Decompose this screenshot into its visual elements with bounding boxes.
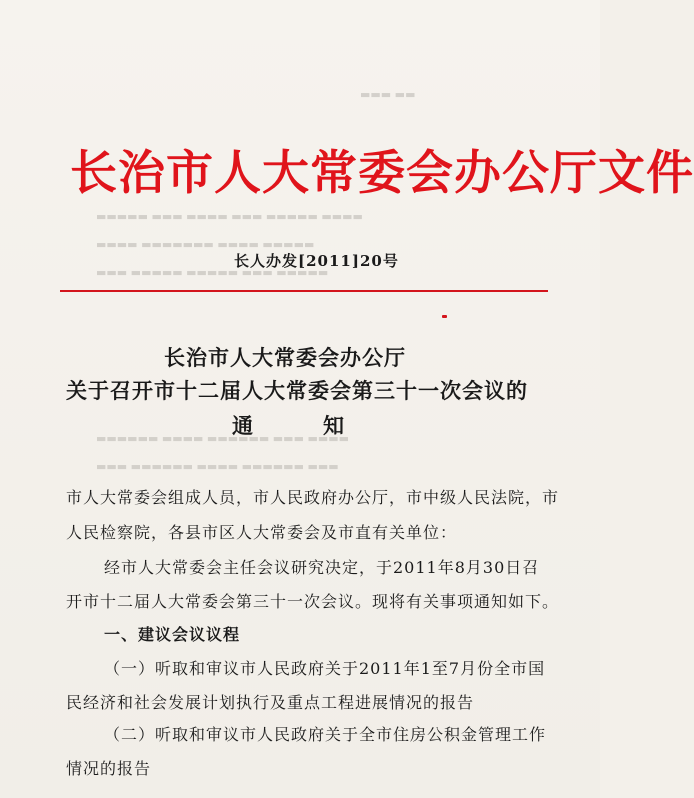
paragraph-1-line-1: 经市人大常委会主任会议研究决定，于2011年8月30日召 <box>104 558 540 577</box>
section-1-heading: 一、建议会议议程 <box>104 625 241 644</box>
notice-title-line-3: 通知 <box>232 413 414 438</box>
document-header-title: 长治市人大常委会办公厅文件 <box>70 146 694 201</box>
agenda-item-2-line-1: （二）听取和审议市人民政府关于全市住房公积金管理工作 <box>104 725 547 744</box>
red-separator-mark <box>442 315 447 318</box>
show-through-mark: ▬▬▬ ▬▬▬▬▬ ▬▬▬▬▬ ▬▬▬ ▬▬▬▬▬ <box>96 266 329 279</box>
agenda-item-1-line-1: （一）听取和审议市人民政府关于2011年1至7月份全市国 <box>104 659 546 678</box>
recipients-line-1: 市人大常委会组成人员，市人民政府办公厅，市中级人民法院，市 <box>66 488 560 507</box>
show-through-mark: ▬▬▬ ▬▬▬▬▬▬ ▬▬▬▬ ▬▬▬▬▬▬ ▬▬▬ <box>96 460 339 473</box>
show-through-mark: ▬▬▬▬▬▬ ▬▬▬▬ ▬▬▬▬▬▬ ▬▬▬ ▬▬▬▬ <box>96 432 350 445</box>
show-through-mark: ▬▬▬ ▬▬ <box>360 88 416 101</box>
show-through-mark: ▬▬▬▬ ▬▬▬▬▬▬▬ ▬▬▬▬ ▬▬▬▬▬ <box>96 238 315 251</box>
red-separator-line <box>60 290 548 292</box>
agenda-item-2-line-2: 情况的报告 <box>66 759 152 778</box>
notice-title-line-2: 关于召开市十二届人大常委会第三十一次会议的 <box>66 378 528 403</box>
show-through-mark: ▬▬▬▬▬ ▬▬▬ ▬▬▬▬ ▬▬▬ ▬▬▬▬▬ ▬▬▬▬ <box>96 210 363 223</box>
recipients-line-2: 人民检察院，各县市区人大常委会及市直有关单位： <box>66 523 458 542</box>
notice-title-line-1: 长治市人大常委会办公厅 <box>164 345 406 370</box>
document-number: 长人办发[2011]20号 <box>234 252 399 270</box>
paragraph-1-line-2: 开市十二届人大常委会第三十一次会议。现将有关事项通知如下。 <box>66 592 560 611</box>
agenda-item-1-line-2: 民经济和社会发展计划执行及重点工程进展情况的报告 <box>66 693 475 712</box>
